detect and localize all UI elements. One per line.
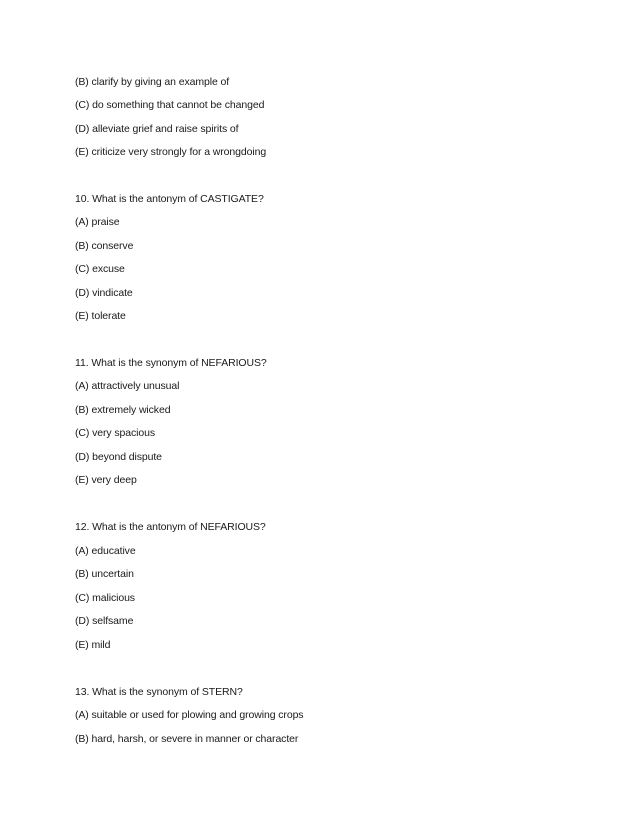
option-line: (E) very deep xyxy=(75,474,137,486)
option-line: (A) praise xyxy=(75,216,120,228)
question-prompt: 13. What is the synonym of STERN? xyxy=(75,686,243,698)
option-line: (B) uncertain xyxy=(75,568,134,580)
option-line: (E) criticize very strongly for a wrongdoing xyxy=(75,146,267,158)
option-line: (A) educative xyxy=(75,545,136,557)
option-line: (E) mild xyxy=(75,639,111,651)
option-line: (D) alleviate grief and raise spirits of xyxy=(75,123,239,135)
option-line: (B) hard, harsh, or severe in manner or character xyxy=(75,733,299,745)
option-line: (B) extremely wicked xyxy=(75,404,171,416)
option-line: (E) tolerate xyxy=(75,310,126,322)
option-line: (A) suitable or used for plowing and growing crops xyxy=(75,709,304,721)
question-prompt: 10. What is the antonym of CASTIGATE? xyxy=(75,193,264,205)
option-line: (C) malicious xyxy=(75,592,135,604)
question-prompt: 11. What is the synonym of NEFARIOUS? xyxy=(75,357,267,369)
option-line: (A) attractively unusual xyxy=(75,380,180,392)
option-line: (C) excuse xyxy=(75,263,125,275)
option-line: (D) selfsame xyxy=(75,615,134,627)
option-line: (D) vindicate xyxy=(75,287,133,299)
option-line: (B) clarify by giving an example of xyxy=(75,76,230,88)
option-line: (D) beyond dispute xyxy=(75,451,162,463)
question-prompt: 12. What is the antonym of NEFARIOUS? xyxy=(75,521,266,533)
option-line: (C) do something that cannot be changed xyxy=(75,99,265,111)
option-line: (B) conserve xyxy=(75,240,134,252)
option-line: (C) very spacious xyxy=(75,427,155,439)
